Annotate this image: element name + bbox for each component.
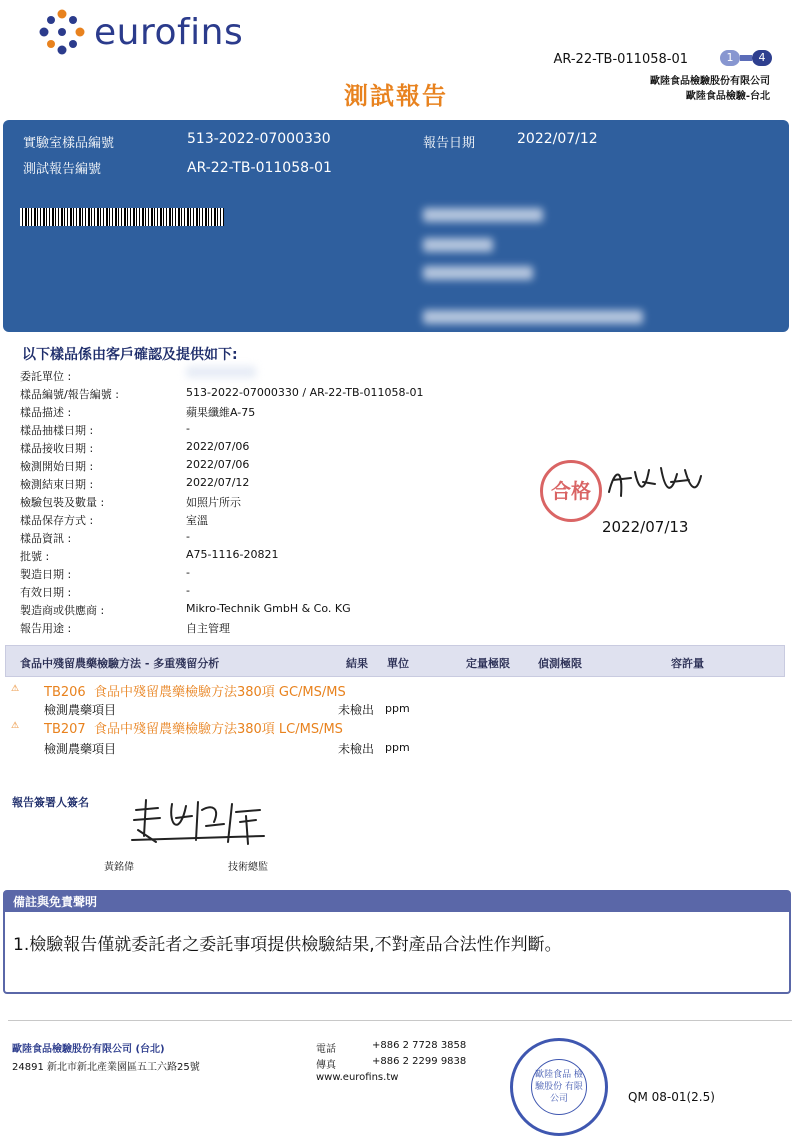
signer-title: 技術總監 — [228, 862, 268, 873]
redacted-line — [423, 310, 643, 324]
test-code: TB207 — [44, 722, 86, 737]
top-report-number: AR-22-TB-011058-01 — [553, 52, 688, 67]
eurofins-logo — [38, 8, 243, 56]
test-name: 食品中殘留農藥檢驗方法380項 LC/MS/MS — [93, 722, 343, 737]
report-date-label: 報告日期 — [423, 136, 476, 151]
report-no-label: 測試報告編號 — [23, 162, 102, 177]
info-key: 批號 : — [20, 550, 50, 563]
page-total: 4 — [752, 50, 772, 66]
col-lod: 偵測極限 — [538, 657, 582, 670]
test-name: 食品中殘留農藥檢驗方法380項 GC/MS/MS — [93, 685, 346, 700]
redacted-line — [423, 238, 493, 252]
notes-text: 1.檢驗報告僅就委託者之委託事項提供檢驗結果,不對產品合法性作判斷。 — [13, 935, 562, 955]
test-unit: ppm — [385, 741, 410, 754]
top-company-name: 歐陸食品檢驗股份有限公司 — [650, 76, 770, 87]
info-key: 樣品描述 : — [20, 406, 72, 419]
test-method-line — [44, 681, 346, 700]
footer-fax-label: 傳真 — [316, 1060, 336, 1071]
test-item: 檢測農藥項目 — [44, 742, 117, 756]
info-value: 2022/07/06 — [186, 458, 250, 471]
col-loq: 定量極限 — [466, 657, 510, 670]
results-table-header — [5, 645, 785, 677]
info-key: 樣品編號/報告編號 : — [20, 388, 119, 401]
test-unit: ppm — [385, 702, 410, 715]
seal-text: 歐陸食品 檢驗股份 有限公司 — [531, 1059, 587, 1115]
info-value: 如照片所示 — [186, 496, 241, 509]
info-value: 室溫 — [186, 514, 208, 527]
test-method-line — [44, 718, 343, 737]
info-key: 檢驗包裝及數量 : — [20, 496, 105, 509]
method-title: 食品中殘留農藥檢驗方法 - 多重殘留分析 — [20, 657, 220, 670]
footer-divider — [8, 1020, 792, 1021]
info-value: 2022/07/06 — [186, 440, 250, 453]
page-title: 測試報告 — [344, 82, 448, 110]
info-value: 蘋果纖維A-75 — [186, 406, 256, 419]
info-value: - — [186, 422, 190, 435]
notes-box — [3, 890, 791, 994]
page-link — [740, 55, 752, 61]
info-value: 2022/07/12 — [186, 476, 250, 489]
redacted-line — [423, 208, 543, 222]
test-code: TB206 — [44, 685, 86, 700]
footer-tel-label: 電話 — [316, 1044, 336, 1055]
footer-tel: +886 2 7728 3858 — [372, 1040, 467, 1051]
approver-signature — [605, 462, 705, 506]
signer-name: 黃銘偉 — [104, 862, 134, 873]
info-key: 樣品資訊 : — [20, 532, 72, 545]
info-key: 製造日期 : — [20, 568, 72, 581]
info-value: - — [186, 566, 190, 579]
info-value: A75-1116-20821 — [186, 548, 279, 561]
test-result: 未檢出 — [338, 703, 375, 717]
sample-info-list — [0, 368, 500, 634]
test-result: 未檢出 — [338, 742, 375, 756]
warning-icon: ⚠ — [11, 684, 20, 694]
info-value: 自主管理 — [186, 622, 230, 635]
eurofins-logo-icon — [38, 8, 86, 56]
signer-signature — [128, 796, 268, 848]
redacted-line — [423, 266, 533, 280]
info-value: - — [186, 584, 190, 597]
company-seal — [510, 1038, 608, 1136]
sample-no-value: 513-2022-07000330 — [187, 131, 331, 147]
sample-no-label: 實驗室樣品編號 — [23, 136, 115, 151]
info-key: 樣品接收日期 : — [20, 442, 94, 455]
page-current: 1 — [720, 50, 740, 66]
signer-label: 報告簽署人簽名 — [12, 796, 89, 809]
notes-title: 備註與免責聲明 — [5, 892, 789, 912]
sample-section-title: 以下樣品係由客戶確認及提供如下: — [22, 347, 238, 363]
info-key: 有效日期 : — [20, 586, 72, 599]
page-indicator — [720, 50, 772, 66]
info-key: 委託單位 : — [20, 370, 72, 383]
report-date-value: 2022/07/12 — [517, 131, 598, 147]
info-value: 513-2022-07000330 / AR-22-TB-011058-01 — [186, 386, 424, 399]
footer-fax: +886 2 2299 9838 — [372, 1056, 467, 1067]
info-value: - — [186, 530, 190, 543]
info-key: 檢測結束日期 : — [20, 478, 94, 491]
info-key: 檢測開始日期 : — [20, 460, 94, 473]
top-branch: 歐陸食品檢驗-台北 — [685, 91, 770, 102]
footer-company: 歐陸食品檢驗股份有限公司 (台北) — [12, 1044, 165, 1055]
info-value: Mikro-Technik GmbH & Co. KG — [186, 602, 351, 615]
info-key: 報告用途 : — [20, 622, 72, 635]
brand-name: eurofins — [94, 11, 244, 53]
info-key: 製造商或供應商 : — [20, 604, 105, 617]
approval-date: 2022/07/13 — [602, 518, 689, 536]
form-number: QM 08-01(2.5) — [628, 1090, 715, 1104]
report-no-value: AR-22-TB-011058-01 — [187, 160, 332, 176]
col-unit: 單位 — [387, 657, 409, 670]
test-item: 檢測農藥項目 — [44, 703, 117, 717]
info-key: 樣品保存方式 : — [20, 514, 94, 527]
approval-stamp: 合格 — [540, 460, 602, 522]
barcode — [20, 208, 224, 226]
col-limit: 容許量 — [671, 657, 704, 670]
report-header-box — [3, 120, 789, 332]
footer-address: 24891 新北市新北產業園區五工六路25號 — [12, 1062, 200, 1073]
col-result: 結果 — [346, 657, 368, 670]
footer-website: www.eurofins.tw — [316, 1072, 399, 1083]
warning-icon: ⚠ — [11, 721, 20, 731]
info-key: 樣品抽樣日期 : — [20, 424, 94, 437]
